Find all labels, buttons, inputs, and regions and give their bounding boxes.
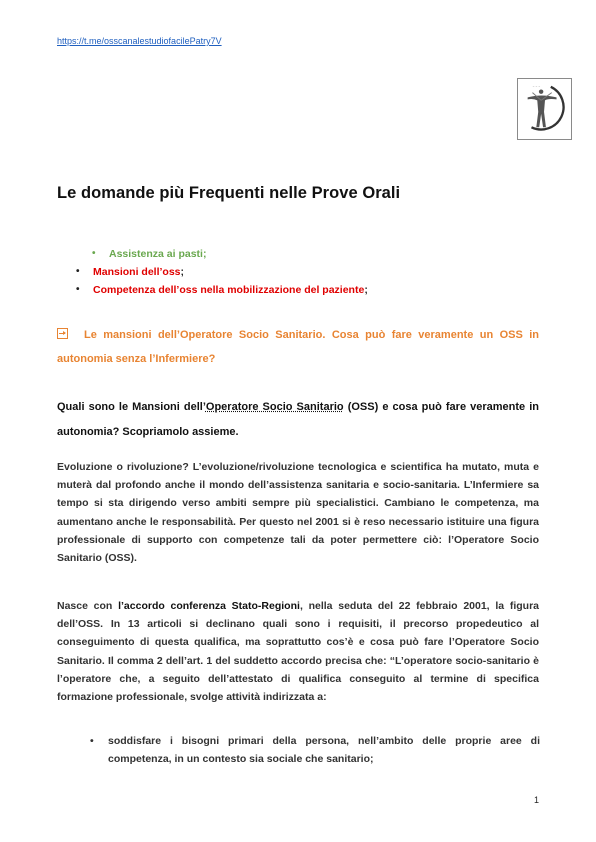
bullet-icon: •: [90, 735, 94, 747]
telegram-link[interactable]: https://t.me/osscanalestudiofacilePatry7V: [57, 36, 222, 46]
question-heading: Quali sono le Mansioni dell’Operatore Socio Sanitario (OSS) e cosa può fare veramente in autonomia? Scopriamolo assieme.: [57, 401, 540, 438]
topic-list: [0, 248, 596, 302]
logo: [517, 78, 572, 140]
vitruvian-figure-logo-icon: [518, 79, 571, 139]
page-number: 1: [534, 795, 540, 805]
bullet-icon: •: [76, 266, 80, 277]
list-item: [0, 266, 596, 284]
arrow-box-icon: [57, 328, 68, 339]
svg-text:~ ~ ~: ~ ~ ~: [532, 84, 541, 88]
list-item-text: Assistenza ai pasti;: [109, 248, 207, 260]
list-item: [0, 248, 596, 266]
bullet-icon: •: [92, 248, 96, 259]
list-item: [0, 284, 596, 302]
section-heading: Le mansioni dell’Operatore Socio Sanitario. Cosa può fare veramente un OSS in autonomia senza l’Infermiere?: [57, 329, 539, 365]
list-item: [90, 732, 540, 768]
paragraph-evoluzione: Evoluzione o rivoluzione? L’evoluzione/rivoluzione tecnologica e scientifica ha mutato, muta e muterà dal profondo anche il mondo dell’assistenza sanitaria e socio-sanitaria. L’Infermiere sa tempo si sta dirigendo verso ambiti sempre più specialistici. Cambiano le competenza, ma aumentano anche le responsabilità. Per questo nel 2001 si è reso necessario istituire una figura professionale di supporto con competenze tali da poter permettere ciò: l’Operatore Socio Sanitario (OSS).: [57, 461, 539, 565]
bullet-icon: •: [76, 284, 80, 295]
paragraph-accordo: Nasce con l’accordo conferenza Stato-Regioni, nella seduta del 22 febbraio 2001, la figura dell’OSS. In 13 articoli si declinano quali sono i requisiti, il precorso propedeutico al conseguimento di questa qualifica, ma soprattutto cos’è e cosa può fare l’Operatore Socio Sanitario. Il comma 2 dell’art. 1 del suddetto accordo precisa che: “L’operatore socio-sanitario è l’operatore che, a seguito dell’attestato di qualifica conseguito al termine di specifica formazione professionale, svolge attività indirizzata a:: [57, 600, 539, 704]
list-item-text: soddisfare i bisogni primari della persona, nell’ambito delle proprie aree di competenza, in un contesto sia sociale che sanitario;: [108, 735, 540, 766]
list-item-text: Mansioni dell’oss;: [93, 266, 185, 278]
page-title: Le domande più Frequenti nelle Prove Orali: [57, 184, 401, 202]
list-item-text: Competenza dell’oss nella mobilizzazione del paziente;: [93, 284, 368, 296]
oss-link[interactable]: Operatore Socio Sanitario: [205, 401, 344, 413]
